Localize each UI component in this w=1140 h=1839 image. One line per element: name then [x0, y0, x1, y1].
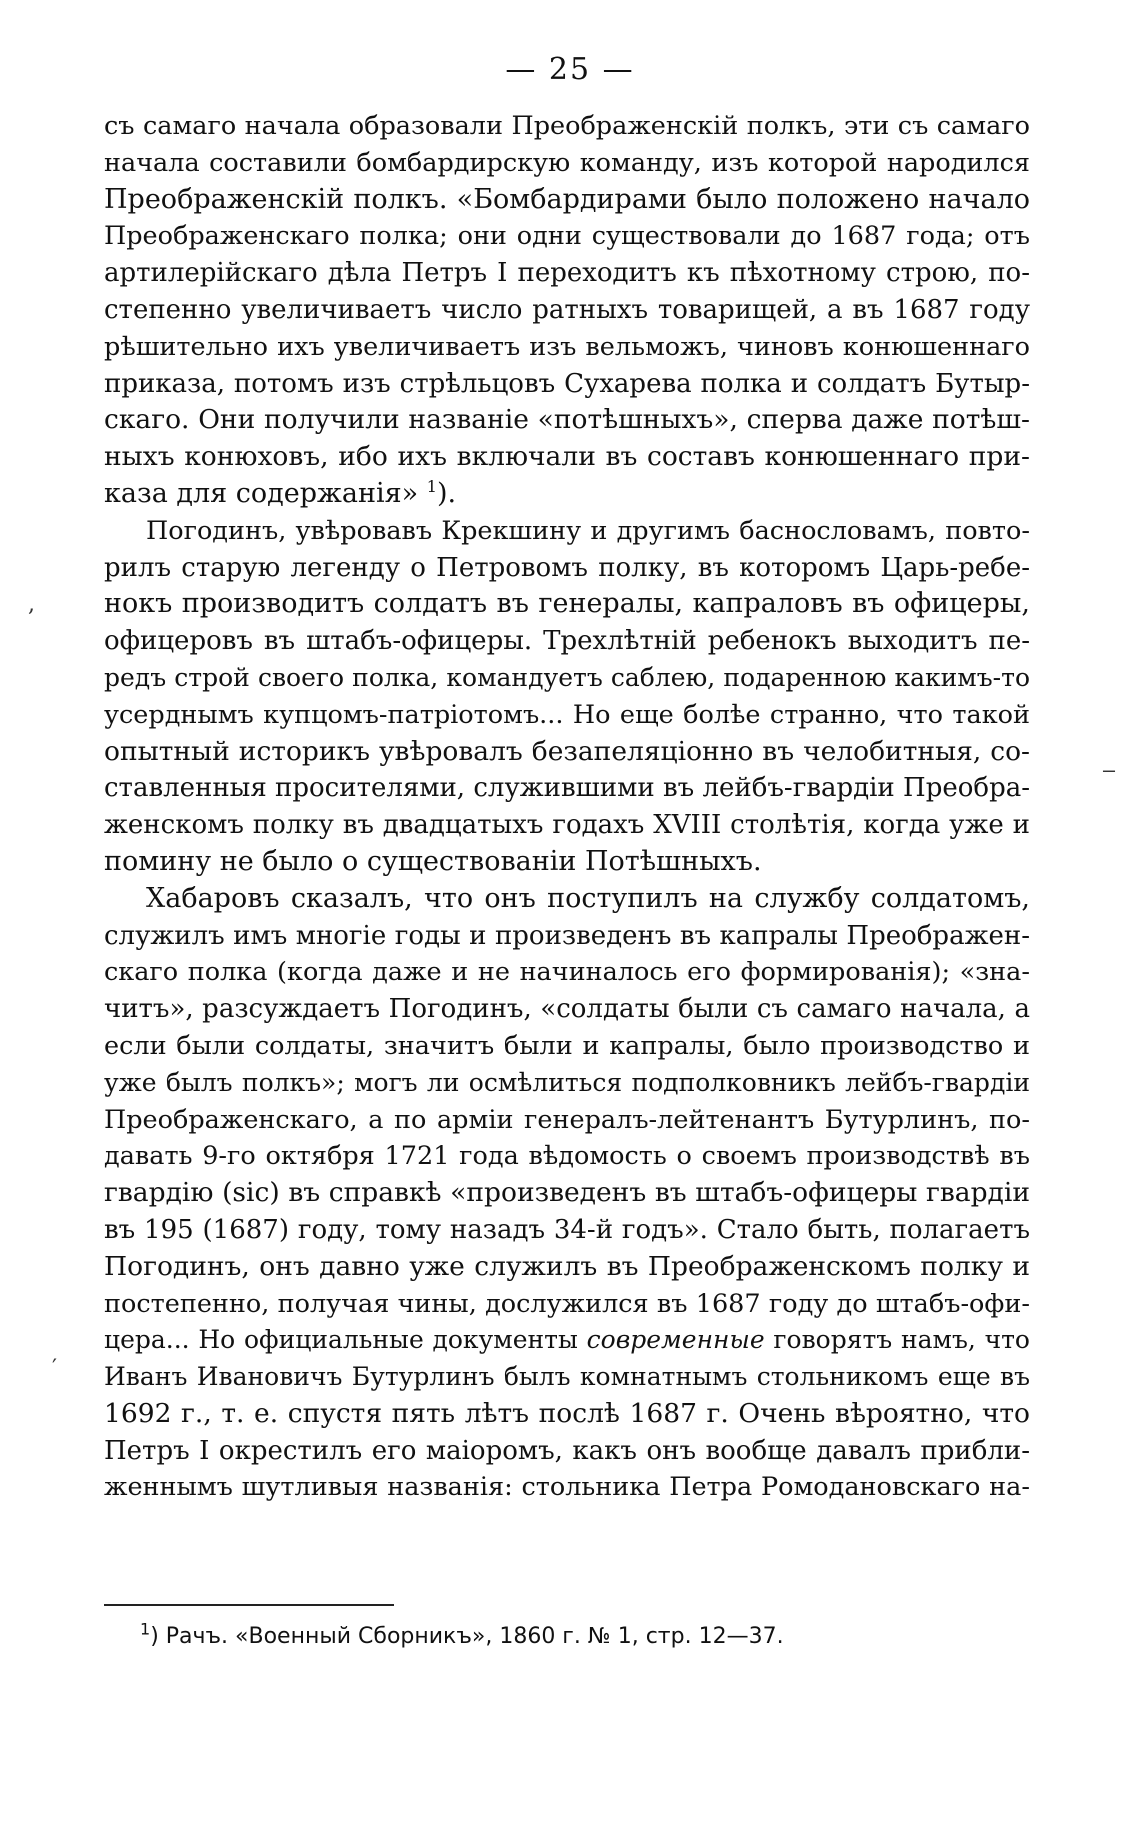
page-number: — 25 — [505, 52, 635, 87]
text-line: съ самаго начала образовали Преображенскій полкъ, эти съ самаго [104, 111, 1030, 141]
text-line: женскомъ полку въ двадцатыхъ годахъ XVIII столѣтія, когда уже и [104, 810, 1030, 841]
text-line: въ 195 (1687) году, тому назадъ 34-й годъ». Стало быть, полагаетъ [104, 1214, 1030, 1245]
text-line: читъ», разсуждаетъ Погодинъ, «солдаты были съ самаго начала, а [104, 994, 1030, 1025]
text-segment: говорятъ намъ, что [773, 1325, 1030, 1355]
text-line: постепенно, получая чины, дослужился въ 1687 году до штабъ-офи- [104, 1288, 1030, 1319]
text-line: ставленныя просителями, служившими въ лейбъ-гвардіи Преобра- [104, 773, 1030, 804]
text-line [104, 1322, 1030, 1359]
text-line: усерднымъ купцомъ-патріотомъ... Но еще болѣе странно, что такой [104, 699, 1030, 730]
margin-mark-icon: ‒ [1102, 758, 1116, 783]
text-line: степенно увеличиваетъ число ратныхъ товарищей, а въ 1687 году [104, 294, 1030, 325]
text-line [104, 476, 1030, 513]
footnote [140, 1619, 940, 1649]
margin-mark-icon: , [28, 592, 35, 617]
text-line: рилъ старую легенду о Петровомъ полку, въ которомъ Царь-ребе- [104, 552, 1030, 583]
text-segment: цера... Но официальные документы [104, 1325, 578, 1355]
text-line: давать 9-го октября 1721 года вѣдомость о своемъ производствѣ въ [104, 1141, 1030, 1172]
text-line: ныхъ конюховъ, ибо ихъ включали въ составъ конюшеннаго при- [104, 441, 1030, 473]
text-line: Преображенскій полкъ. «Бомбардирами было положено начало [104, 183, 1030, 215]
footnote-divider [104, 1604, 394, 1606]
text-line: редъ строй своего полка, командуетъ саблею, подаренною какимъ-то [104, 662, 1030, 692]
footnote-marker: 1 [140, 1619, 151, 1639]
footnote-text: ) Рачъ. «Военный Сборникъ», 1860 г. № 1, стр. 12—37. [150, 1624, 784, 1649]
text-line: нокъ производитъ солдатъ въ генералы, капраловъ въ офицеры, [104, 588, 1030, 620]
italic-phrase: современные [586, 1325, 765, 1355]
text-line: рѣшительно ихъ увеличиваетъ изъ вельможъ, чиновъ конюшеннаго [104, 331, 1030, 362]
text-line: скаго. Они получили названіе «потѣшныхъ», сперва даже потѣш- [104, 404, 1030, 436]
text-line: Преображенскаго полка; они одни существовали до 1687 года; отъ [104, 221, 1030, 252]
text-line: женнымъ шутливыя названія: стольника Петра Ромодановскаго на- [104, 1472, 1030, 1503]
text-line: Погодинъ, увѣровавъ Крекшину и другимъ баснословамъ, повто- [146, 515, 1030, 546]
text-line: уже былъ полкъ»; могъ ли осмѣлиться подполковникъ лейбъ-гвардіи [104, 1067, 1030, 1097]
text-segment: каза для содержанія» [104, 477, 419, 509]
text-line: 1692 г., т. е. спустя пять лѣтъ послѣ 1687 г. Очень вѣроятно, что [104, 1397, 1030, 1429]
main-text [104, 108, 1030, 1506]
text-line: начала составили бомбардирскую команду, изъ которой народился [104, 147, 1030, 178]
text-line: офицеровъ въ штабъ-офицеры. Трехлѣтній ребенокъ выходитъ пе- [104, 626, 1030, 657]
text-line: Погодинъ, онъ давно уже служилъ въ Преображенскомъ полку и [104, 1250, 1030, 1282]
text-line: Иванъ Ивановичъ Бутурлинъ былъ комнатнымъ стольникомъ еще въ [104, 1362, 1030, 1392]
text-line: гвардію (sic) въ справкѣ «произведенъ въ штабъ-офицеры гвардіи [104, 1177, 1030, 1209]
text-line: опытный историкъ увѣровалъ безапеляціонно въ челобитныя, со- [104, 735, 1030, 767]
footnote-reference: 1 [426, 476, 437, 496]
margin-mark-icon: ′ [52, 1356, 57, 1381]
text-line: скаго полка (когда даже и не начиналось его формированія); «зна- [104, 957, 1030, 988]
text-line: если были солдаты, значитъ были и капралы, было производство и [104, 1030, 1030, 1061]
text-line: приказа, потомъ изъ стрѣльцовъ Сухарева полка и солдатъ Бутыр- [104, 368, 1030, 399]
text-line: служилъ имъ многіе годы и произведенъ въ капралы Преображен- [104, 920, 1030, 951]
text-line: Преображенскаго, а по арміи генералъ-лейтенантъ Бутурлинъ, по- [104, 1104, 1030, 1135]
text-segment: ). [436, 477, 457, 509]
text-line: артилерійскаго дѣла Петръ I переходитъ къ пѣхотному строю, по- [104, 258, 1030, 289]
text-line: Хабаровъ сказалъ, что онъ поступилъ на службу солдатомъ, [146, 882, 1030, 914]
text-line: Петръ I окрестилъ его маіоромъ, какъ онъ вообще давалъ прибли- [104, 1435, 1030, 1466]
text-line: помину не было о существованіи Потѣшныхъ. [104, 845, 762, 877]
